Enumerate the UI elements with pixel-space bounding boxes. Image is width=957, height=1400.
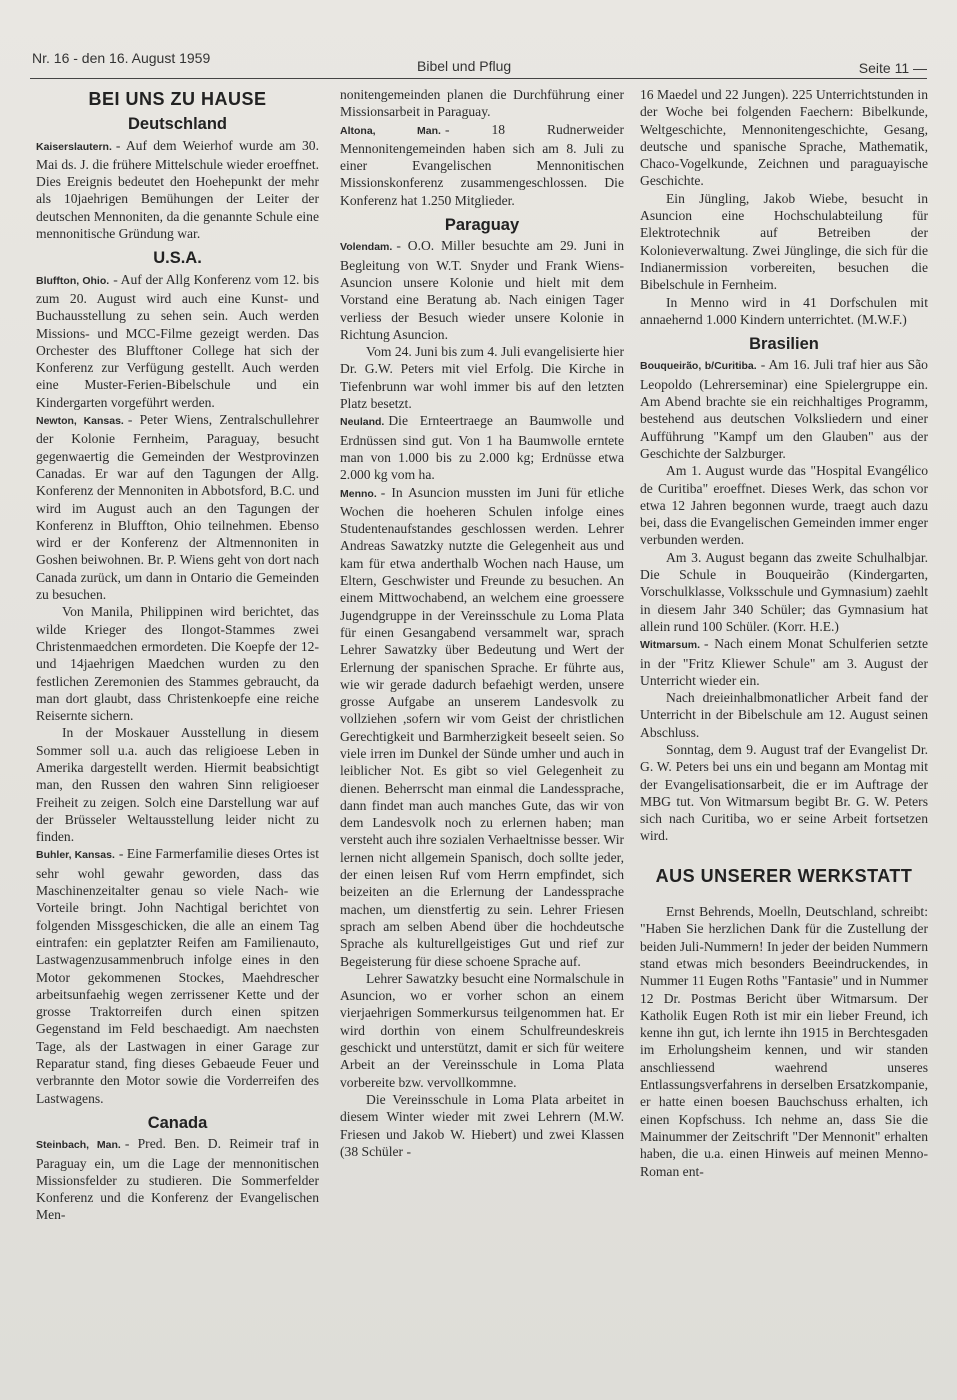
page-header — [32, 48, 927, 76]
article-normalschule: Lehrer Sawatzky besucht eine Normalschule in Asuncion, wo er vorher schon an einem vierjaehrigen Sommerkursus teilgenommen hat. Er wird dorthin von einem Schulfreundeskreis geschickt und unterstützt, damit er sich für weitere Arbeit an der Vereinsschule in Loma Plata vorbereite bzw. vervollkommne. — [340, 970, 624, 1090]
heading-paraguay: Paraguay — [444, 216, 520, 235]
location-label: Bluffton, Ohio. — [36, 274, 110, 287]
location-label: Kaiserslautern. — [36, 140, 112, 153]
article-text: - In Asuncion mussten im Juni für etliche Wochen die hoeheren Schulen infolge eines Studentenaufstandes geschlossen werden. Lehrer Andreas Sawatzky nutzte die Gelegenheit aus und kam für etwa anderthalb Wochen nach Hause, um Eltern, Geschwister und Freunde zu besuchen. An einem Mittwochabend, an welchem eine groessere Jugendgruppe in der Vereinsschule zu Loma Plata für einen Gesangabend versammelt war, sprach Lehrer Sawatzky über Bedeutung und Wert der Erlernung der spanischen Sprache. Er führte aus, wie wir gerade dadurch befaehigt werden, unsere grosse Aufgabe an unserem Landesvolk zu vollziehen ,sofern wir vom Geist der christlichen Gerechtigkeit und Barmherzigkeit beseelt seien. So viele irren im Dunkel der Sünde umher und auch in leiblicher Not. Es gibt so viel Gelegenheit zu dienen. Beherrscht man einmal die Landessprache, dann findet man auch manches Gute, das wir von dem Landesvolk noch zu erlernen haben; man versteht auch ihre sozialen Verhaeltnisse besser. Wir lernen nicht allgemein Spanisch, doch sollte jeder, der einen leisen Ruf vom Herrn empfindet, sich beizeiten an die Erlernung der Landessprache machen, um dienstfertig zu sein. Lehrer Friesen sprach am selben Abend über die hochdeutsche Sprache als kulturellgeistiges Gut und rief zur Begeisterung für diese schoene Sprache auf. — [340, 484, 624, 969]
article-bluffton — [36, 271, 319, 411]
section-title-werkstatt: AUS UNSERER WERKSTATT — [655, 865, 913, 886]
article-bouqueirao — [640, 356, 928, 462]
article-text: - 18 Rudnerweider Mennonitengemeinden haben sich am 8. Juli zu einer Evangelischen Mennonitischen Missionskonferenz zusammengeschlossen. Die Konferenz hat 1.250 Mitglieder. — [340, 121, 624, 208]
heading-brasilien: Brasilien — [749, 335, 819, 354]
article-vereinsschule: Die Vereinsschule in Loma Plata arbeitet in diesem Winter wieder mit zwei Lehrern (M.W. Friesen und Jakob W. Hiebert) und zwei Klassen (38 Schüler - — [340, 1091, 624, 1159]
location-label: Newton, Kansas. — [36, 415, 124, 428]
article-text: - Auf dem Weierhof wurde am 30. Mai ds. J. die frühere Mittelschule wieder eroeffnet. Dies Ereignis bedeutet den Hoehepunkt der mehr als 10jaehrigen Bemühungen der Leiter der deutschen Mennoniten, da die genannte Schule eine mennonitische Gründung war. — [36, 137, 319, 242]
heading-usa: U.S.A. — [153, 249, 202, 268]
location-label: Neuland. — [340, 416, 385, 429]
article-buhler — [36, 845, 319, 1106]
article-elektrotechnik: Ein Jüngling, Jakob Wiebe, besucht in Asuncion eine Hochschulabteilung für Elektrotechnik auf Betreiben der Kolonieverwaltung. Zwei Jünglinge, die sich für die Indianermission vorbereiten, besuchen die Bibelschule in Fernheim. — [640, 190, 928, 293]
article-kaiserslautern — [36, 137, 319, 243]
article-newton — [36, 411, 319, 603]
publication-name: Bibel und Pflug — [417, 58, 512, 74]
location-label: Steinbach, Man. — [36, 1139, 121, 1152]
article-text: - Nach einem Monat Schulferien setzte in der "Fritz Kliewer Schule" am 3. August der Unterricht wieder ein. — [640, 636, 928, 688]
article-text: - Eine Farmerfamilie dieses Ortes ist sehr wohl gewahr geworden, dass das Maschinenzeitalter genau so viele Nach- wie Vorteile bringt. John Nachtigal berichtet von folgenden Missgeschicken, die alle an einem Tag eintrafen: ein geplatzter Reifen am Familienauto, Lastwagenzusammenbruch infolge eines in den Motor gekommenen Stockes, Maehdrescher arbeitsunfaehig wegen zerrissener Kette und der grosse Traktorreifen durch einen spitzen Gegenstand im Feld beschaedigt. Am naechsten Tage, als der Lastwagen in einer Garage zur Reparatur stand, fing dieses Gebaeude Feuer und verbrannte den Motor sowie die Vorderreifen des Lastwagens. — [36, 846, 319, 1106]
location-label: Bouqueirão, b/Curitiba. — [640, 360, 757, 373]
article-dorfschulen: In Menno wird in 41 Dorfschulen mit annaehernd 1.000 Kindern unterrichtet. (M.W.F.) — [640, 294, 928, 327]
column-1 — [36, 86, 319, 1224]
article-steinbach — [36, 1135, 319, 1223]
article-text: - O.O. Miller besuchte am 29. Juni in Begleitung von W.T. Snyder und Frank Wiens-Asuncion unsere Kolonie und hielt mit dem Vorstand eine Beratung ab. Nach einigen Tager verliess der Besuch wieder unsere Kolonie in Richtung Asuncion. — [340, 238, 624, 342]
article-hospital: Am 1. August wurde das "Hospital Evangélico de Curitiba" eroeffnet. Dieses Werk, das schon vor etwa 12 Jahren begonnen wurde, traegt auch dazu bei, dass die Evangelischen Gemeinden immer enger verbunden werden. — [640, 463, 929, 548]
location-label: Buhler, Kansas. — [36, 849, 115, 862]
heading-canada: Canada — [147, 1113, 208, 1132]
article-continuation: nonitengemeinden planen die Durchführung einer Missionsarbeit in Paraguay. — [340, 87, 624, 120]
article-altona — [340, 121, 624, 209]
article-manila: Von Manila, Philippinen wird berichtet, das wilde Krieger des Ilongot-Stammes zwei Christenmaedchen ermordeten. Die Koepfe der 12- und 14jaehrigen Maedchen wurden zu den festlichen Zeremonien des Stammes gebraucht, da man dort glaubt, dass Christenkoepfe eine reiche Reisernte sichern. — [36, 604, 319, 724]
issue-date: Nr. 16 - den 16. August 1959 — [32, 50, 211, 66]
article-evangelist: Sonntag, dem 9. August traf der Evangelist Dr. G. W. Peters bei uns ein und begann am Montag mit der Evangelisationsarbeit, die er im Auftrage der MBG tut. Von Witmarsum begibt Br. G. W. Peters sich nach Curitiba, wo er seine Arbeit fortsetzen wird. — [640, 741, 928, 844]
column-2 — [340, 86, 624, 1160]
page-number: Seite 11 — — [858, 60, 927, 76]
location-label: Volendam. — [340, 241, 393, 254]
article-text: - Auf der Allg Konferenz vom 12. bis zum 20. August wird auch eine Kunst- und Buchausstellung zu sehen sein. Auch werden Missions- und MCC-Filme gezeigt werden. Das Orchester des Blufftoner College hat sich der Konferenz zur Verfügung gestellt. Auch werden eine Muster-Ferien-Bibelschule und ein Kindergarten vorgeführt werden. — [36, 271, 319, 410]
article-witmarsum — [640, 635, 928, 689]
location-label: Menno. — [340, 487, 377, 500]
article-behrends-letter: Ernst Behrends, Moelln, Deutschland, schreibt: "Haben Sie herzlichen Dank für die Zustellung der beiden Juli-Nummern! In jeder der beiden Nummern stand etwas mich besonders Beeindruckendes, in Nummer 11 Eugen Roths "Fantasie" und in Nummer 12 Dr. Postmas Bericht über Witmarsum. Der Katholik Eugen Roth ist mir ein lieber Freund, ich kenne ihn gut, ich lernte ihn 1915 in Berchtesgaden im Erholungsheim kennen, und wir standen anschliessend waehrend unseres Entlassungsverfahrens in derselben Ersatzkompanie, er hatte einen boesen Bauchschuss erhalten, ich einen Kopfschuss. Ich nehme an, dass Sie die Mainummer der Zeitschrift "Der Mennonit" erhalten haben, die u.a. einen Hinweis auf meinen Menno-Roman ent- — [640, 904, 928, 1179]
article-text: - Pred. Ben. D. Reimeir traf in Paraguay ein, um die Lage der mennonitischen Missionsfelder zu studieren. Die Sommerfelder Konferenz und die Konferenz der Evangelischen Men- — [36, 1136, 319, 1223]
article-text: Die Ernteertraege an Baumwolle und Erdnüssen sind gut. Von 1 ha Baumwolle erntete man von 1.000 bis zu 2.000 kg; Erdnüsse etwa 2.000 kg vom ha. — [340, 413, 624, 483]
article-neuland — [340, 412, 624, 483]
article-schulhalbjahr: Am 3. August begann das zweite Schulhalbjar. Die Schule in Bouqueirão (Kindergarten, Vorschulklasse, Volksschule und Gymnasium) zaehlt in diesem Jahr 340 Schüler; das Gymnasium hat allein rund 100 Schüler. (Korr. H.E.) — [640, 549, 928, 634]
article-moskau: In der Moskauer Ausstellung in diesem Sommer soll u.a. auch das religioese Leben in Amerika dargestellt werden. Hiermit beabsichtigt man, den Russen den wahren Sinn religioeser Freiheit zu zeigen. Solch eine Darstellung war auf der Brüsseler Weltausstellung leider nicht zu finden. — [36, 725, 319, 845]
article-menno — [340, 484, 624, 970]
heading-deutschland: Deutschland — [127, 115, 228, 134]
location-label: Altona, Man. — [340, 124, 441, 137]
article-continuation: 16 Maedel und 22 Jungen). 225 Unterrichtstunden in der Woche bei folgenden Faechern: Bibelkunde, Weltgeschichte, Mennonitengeschichte, Gesang, deutsche und spanische Sprache, Mathematik, Chaco-Vogelkunde, Zeichnen und paraguayische Geschichte. — [640, 87, 928, 189]
column-3 — [640, 86, 928, 1180]
location-label: Witmarsum. — [640, 639, 701, 652]
article-volendam — [340, 237, 624, 343]
article-text: - Am 16. Juli traf hier aus São Leopoldo (Lehrerseminar) eine Spielergruppe ein. Am Abend brachte sie ein reichhaltiges Programm, bestehend aus deutschen Volksliedern und einer Aufführung "Kampf um den Glauben" aus der Geschichte der Salzburger. — [640, 357, 928, 461]
article-bibelschule: Nach dreieinhalbmonatlicher Arbeit fand der Unterricht in der Bibelschule am 12. August seinen Abschluss. — [640, 690, 928, 740]
section-title-bei-uns: BEI UNS ZU HAUSE — [88, 89, 267, 109]
article-evangelisation: Vom 24. Juni bis zum 4. Juli evangelisierte hier Dr. G.W. Peters mit viel Erfolg. Die Kirche in Tiefenbrunn war wohl immer bis auf den letzten Platz besetzt. — [340, 344, 624, 412]
article-text: - Peter Wiens, Zentralschullehrer der Kolonie Fernheim, Paraguay, besucht gegenwaertig die Gemeinden der Westprovinzen Canadas. Er war auf den Tagungen der Allg. Konferenz der Mennoniten in Abbotsford, B.C. und wird im August auch an den Tagungen der Konferenz in Bluffton, Ohio teilnehmen. Ebenso wird er der Konferenz der Altmennoniten in Goshen beiwohnen. Br. P. Wiens geht von dort nach Canada zurück, um dann in Ontario die Gemeinden zu besuchen. — [36, 412, 319, 603]
header-rule — [30, 78, 927, 79]
